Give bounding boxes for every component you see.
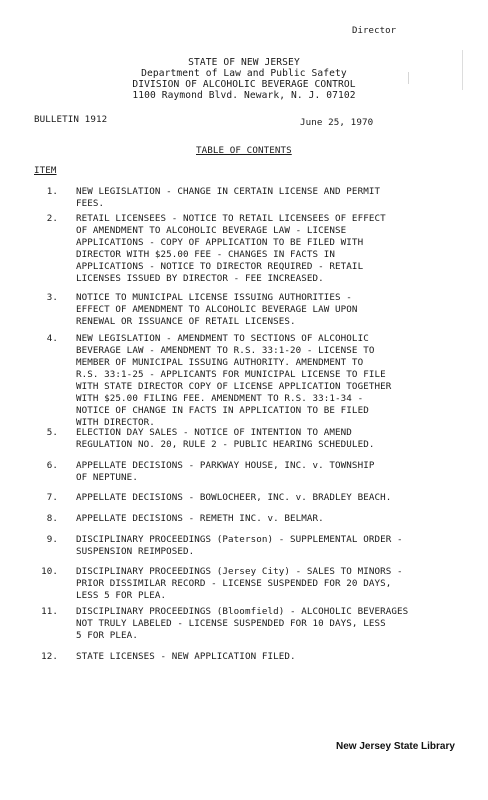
toc-title: TABLE OF CONTENTS <box>196 145 292 156</box>
toc-item-text: NOTICE TO MUNICIPAL LICENSE ISSUING AUTHORITIES - EFFECT OF AMENDMENT TO ALCOHOLIC BEVERAGE LAW UPON RENEWAL OR ISSUANCE OF RETAIL LICENSES. <box>76 292 358 327</box>
toc-item-text: APPELLATE DECISIONS - REMETH INC. v. BELMAR. <box>76 513 324 524</box>
toc-item-number: 12. <box>41 651 58 662</box>
toc-item-text: APPELLATE DECISIONS - BOWLOCHEER, INC. v. BRADLEY BEACH. <box>76 492 392 503</box>
library-stamp: New Jersey State Library <box>336 741 455 752</box>
toc-item-number: 6. <box>46 460 58 471</box>
toc-item-number: 3. <box>46 292 58 303</box>
item-header: ITEM <box>34 165 57 176</box>
toc-item-text: DISCIPLINARY PROCEEDINGS (Bloomfield) - ALCOHOLIC BEVERAGES NOT TRULY LABELED - LICENSE SUSPENDED FOR 10 DAYS, LESS 5 FOR PLEA. <box>76 606 409 641</box>
header-department: Department of Law and Public Safety <box>141 68 347 79</box>
toc-item-number: 9. <box>46 534 58 545</box>
bulletin-number: BULLETIN 1912 <box>34 114 108 125</box>
toc-item-number: 4. <box>46 333 58 344</box>
director-label: Director <box>352 26 397 36</box>
toc-item-number: 10. <box>41 566 58 577</box>
header-address: 1100 Raymond Blvd. Newark, N. J. 07102 <box>132 90 356 101</box>
toc-item-number: 8. <box>46 513 58 524</box>
toc-item-number: 2. <box>46 213 58 224</box>
toc-item-text: DISCIPLINARY PROCEEDINGS (Paterson) - SUPPLEMENTAL ORDER - SUSPENSION REIMPOSED. <box>76 534 403 557</box>
toc-item-number: 5. <box>46 427 58 438</box>
toc-item-text: STATE LICENSES - NEW APPLICATION FILED. <box>76 651 296 662</box>
toc-item-number: 11. <box>41 606 58 617</box>
toc-item-text: APPELLATE DECISIONS - PARKWAY HOUSE, INC. v. TOWNSHIP OF NEPTUNE. <box>76 460 375 483</box>
toc-item-text: NEW LEGISLATION - CHANGE IN CERTAIN LICENSE AND PERMIT FEES. <box>76 186 381 209</box>
toc-item-text: DISCIPLINARY PROCEEDINGS (Jersey City) - SALES TO MINORS - PRIOR DISSIMILAR RECORD - LICENSE SUSPENDED FOR 20 DAYS, LESS 5 FOR PLEA. <box>76 566 403 601</box>
toc-item-number: 1. <box>46 186 58 197</box>
toc-item-text: NEW LEGISLATION - AMENDMENT TO SECTIONS OF ALCOHOLIC BEVERAGE LAW - AMENDMENT TO R.S. 33:1-20 - LICENSE TO MEMBER OF MUNICIPAL ISSUING AUTHORITY. AMENDMENT TO R.S. 33:1-25 - APPLICANTS FOR MUNICIPAL LICENSE TO FILE WITH STATE DIRECTOR COPY OF LICENSE APPLICATION TOGETHER WITH $25.00 FILING FEE. AMENDMENT TO R.S. 33:1-34 - NOTICE OF CHANGE IN FACTS IN APPLICATION TO BE FILED WITH DIRECTOR. <box>76 333 392 428</box>
toc-item-number: 7. <box>46 492 58 503</box>
toc-item-text: RETAIL LICENSEES - NOTICE TO RETAIL LICENSEES OF EFFECT OF AMENDMENT TO ALCOHOLIC BEVERAGE LAW - LICENSE APPLICATIONS - COPY OF APPLICATION TO BE FILED WITH DIRECTOR WITH $25.00 FEE - CHANGES IN FACTS IN APPLICATIONS - NOTICE TO DIRECTOR REQUIRED - RETAIL LICENSES ISSUED BY DIRECTOR - FEE INCREASED. <box>76 213 386 284</box>
toc-item-text: ELECTION DAY SALES - NOTICE OF INTENTION TO AMEND REGULATION NO. 20, RULE 2 - PUBLIC HEARING SCHEDULED. <box>76 427 375 450</box>
bulletin-date: June 25, 1970 <box>300 117 374 128</box>
header-division: DIVISION OF ALCOHOLIC BEVERAGE CONTROL <box>132 79 356 90</box>
header-state: STATE OF NEW JERSEY <box>188 57 300 68</box>
